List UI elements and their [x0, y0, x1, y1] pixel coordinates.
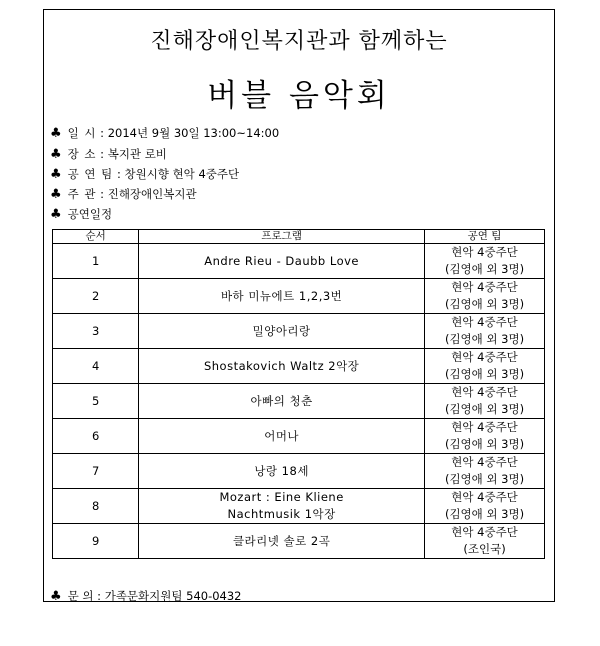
title-line-2: 버블 음악회: [207, 78, 391, 114]
team-cell: 현악 4중주단 (김영애 외 3명): [425, 279, 545, 314]
table-row: [53, 524, 545, 559]
table-row: [53, 454, 545, 489]
info-label: 일 시: [67, 126, 97, 140]
table-row: [53, 244, 545, 279]
info-row-host: ♣ 주 관 : 진해장애인복지관: [50, 187, 197, 202]
schedule-heading: [50, 206, 112, 222]
info-label: 장 소: [67, 147, 97, 161]
table-row: [53, 349, 545, 384]
schedule-table: [52, 229, 545, 559]
club-suit-icon: ♣: [50, 126, 62, 141]
header-program: 프로그램: [139, 230, 425, 244]
order-cell: 3: [53, 314, 139, 349]
order-cell: 9: [53, 524, 139, 559]
team-cell: 현악 4중주단 (김영애 외 3명): [425, 314, 545, 349]
team-cell: 현악 4중주단 (김영애 외 3명): [425, 349, 545, 384]
title-line-1: 진해장애인복지관과 함께하는: [150, 29, 448, 54]
header-order: 순서: [53, 230, 139, 244]
team-cell: 현악 4중주단 (김영애 외 3명): [425, 244, 545, 279]
info-row-performer: ♣ 공 연 팀 : 창원시향 현악 4중주단: [50, 167, 240, 182]
order-cell: 1: [53, 244, 139, 279]
program-cell: 바하 미뉴에트 1,2,3번: [139, 279, 425, 314]
club-suit-icon: ♣: [50, 167, 62, 182]
team-cell: 현악 4중주단 (조인국): [425, 524, 545, 559]
info-row-place: ♣ 장 소 : 복지관 로비: [50, 147, 167, 162]
team-cell: 현악 4중주단 (김영애 외 3명): [425, 489, 545, 524]
info-row-date: ♣ 일 시 : 2014년 9월 30일 13:00~14:00: [50, 126, 280, 141]
club-suit-icon: ♣: [50, 147, 62, 162]
program-cell: Shostakovich Waltz 2악장: [139, 349, 425, 384]
program-cell: 클라리넷 솔로 2곡: [139, 524, 425, 559]
program-cell: Mozart : Eine Kliene Nachtmusik 1악장: [139, 489, 425, 524]
team-cell: 현악 4중주단 (김영애 외 3명): [425, 454, 545, 489]
program-cell: 어머나: [139, 419, 425, 454]
table-row: [53, 279, 545, 314]
table-row: [53, 489, 545, 524]
poster-frame: [43, 9, 555, 602]
order-cell: 7: [53, 454, 139, 489]
order-cell: 6: [53, 419, 139, 454]
info-value: 2014년 9월 30일 13:00~14:00: [107, 126, 280, 140]
order-cell: 4: [53, 349, 139, 384]
schedule-label: 공연일정: [67, 207, 113, 221]
program-cell: 낭랑 18세: [139, 454, 425, 489]
club-suit-icon: ♣: [50, 187, 62, 202]
program-cell: 아빠의 청춘: [139, 384, 425, 419]
order-cell: 8: [53, 489, 139, 524]
team-cell: 현악 4중주단 (김영애 외 3명): [425, 419, 545, 454]
inquiry-value: 가족문화지원팀 540-0432: [104, 589, 242, 603]
header-team: 공연 팀: [425, 230, 545, 244]
info-label: 공 연 팀: [67, 167, 114, 181]
table-row: [53, 384, 545, 419]
info-label: 주 관: [67, 187, 97, 201]
table-row: [53, 419, 545, 454]
order-cell: 5: [53, 384, 139, 419]
program-cell: Andre Rieu - Daubb Love: [139, 244, 425, 279]
table-row: [53, 314, 545, 349]
inquiry-row: ♣ 문 의 : 가족문화지원팀 540-0432: [50, 589, 242, 604]
table-header-row: [53, 230, 545, 244]
club-suit-icon: ♣: [50, 207, 62, 222]
program-cell: 밀양아리랑: [139, 314, 425, 349]
order-cell: 2: [53, 279, 139, 314]
info-value: 복지관 로비: [107, 147, 167, 161]
info-value: 창원시향 현악 4중주단: [124, 167, 240, 181]
team-cell: 현악 4중주단 (김영애 외 3명): [425, 384, 545, 419]
info-value: 진해장애인복지관: [107, 187, 197, 201]
inquiry-label: 문 의: [67, 589, 94, 603]
club-suit-icon: ♣: [50, 589, 62, 604]
